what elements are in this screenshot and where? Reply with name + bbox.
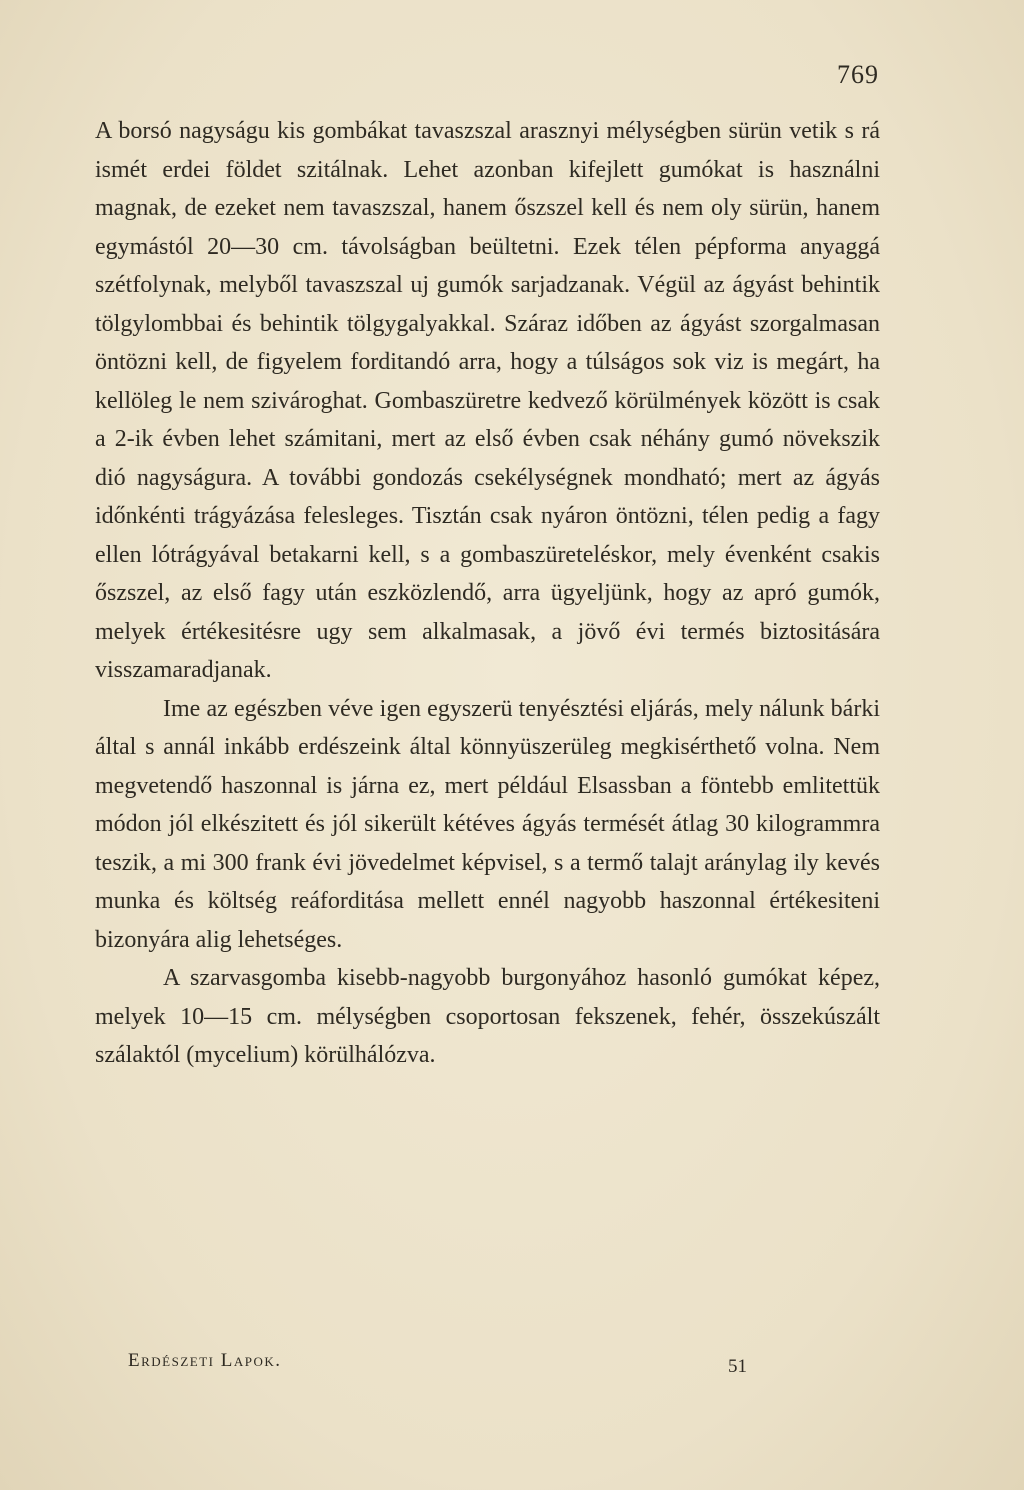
paragraph-3: A szarvasgomba kisebb-nagyobb burgonyához hasonló gumókat képez, melyek 10—15 cm. mélységben csoportosan fekszenek, fehér, összekúszált szálaktól (mycelium) körülhálózva.: [95, 965, 880, 1068]
footer-journal-title: Erdészeti Lapok.: [128, 1350, 282, 1371]
paragraph-2: Ime az egészben véve igen egyszerü tenyésztési eljárás, mely nálunk bárki által s annál inkább erdészeink által könnyüszerüleg megkisérthető volna. Nem megvetendő haszonnal is járna ez, mert például Elsassban a föntebb emlitettük módon jól elkészitett és jól sikerült kétéves ágyás termését átlag 30 kilogrammra teszik, a mi 300 frank évi jövedelmet képvisel, s a termő talajt aránylag ily kevés munka és költség reáforditása mellett ennél nagyobb haszonnal értékesiteni bizonyára alig lehetséges.: [95, 695, 880, 953]
page-number: 769: [837, 60, 879, 89]
footer-sheet-number: 51: [728, 1356, 747, 1377]
paragraph-1: A borsó nagyságu kis gombákat tavaszszal arasznyi mélységben sürün vetik s rá ismét erdei földet szitálnak. Lehet azonban kifejlett gumókat is használni magnak, de ezeket nem tavaszszal, hanem őszszel kell és nem oly sürün, hanem egymástól 20—30 cm. távolságban beültetni. Ezek télen pépforma anyaggá szétfolynak, melyből tavaszszal uj gumók sarjadzanak. Végül az ágyást behintik tölgylombbai és behintik tölgygalyakkal. Száraz időben az ágyást szorgalmasan öntözni kell, de figyelem forditandó arra, hogy a túlságos sok viz is megárt, ha kellöleg le nem szivároghat. Gombaszüretre kedvező körülmények között is csak a 2-ik évben lehet számitani, mert az első évben csak néhány gumó növekszik dió nagyságura. A további gondozás csekélységnek mondható; mert az ágyás időnkénti trágyázása felesleges. Tisztán csak nyáron öntözni, télen pedig a fagy ellen lótrágyával betakarni kell, s a gombaszüreteléskor, mely évenként csakis őszszel, az első fagy után eszközlendő, arra ügyeljünk, hogy az apró gumók, melyek értékesitésre ugy sem alkalmasak, a jövő évi termés biztositására visszamaradjanak.: [95, 118, 880, 683]
body-text: [95, 112, 880, 1075]
